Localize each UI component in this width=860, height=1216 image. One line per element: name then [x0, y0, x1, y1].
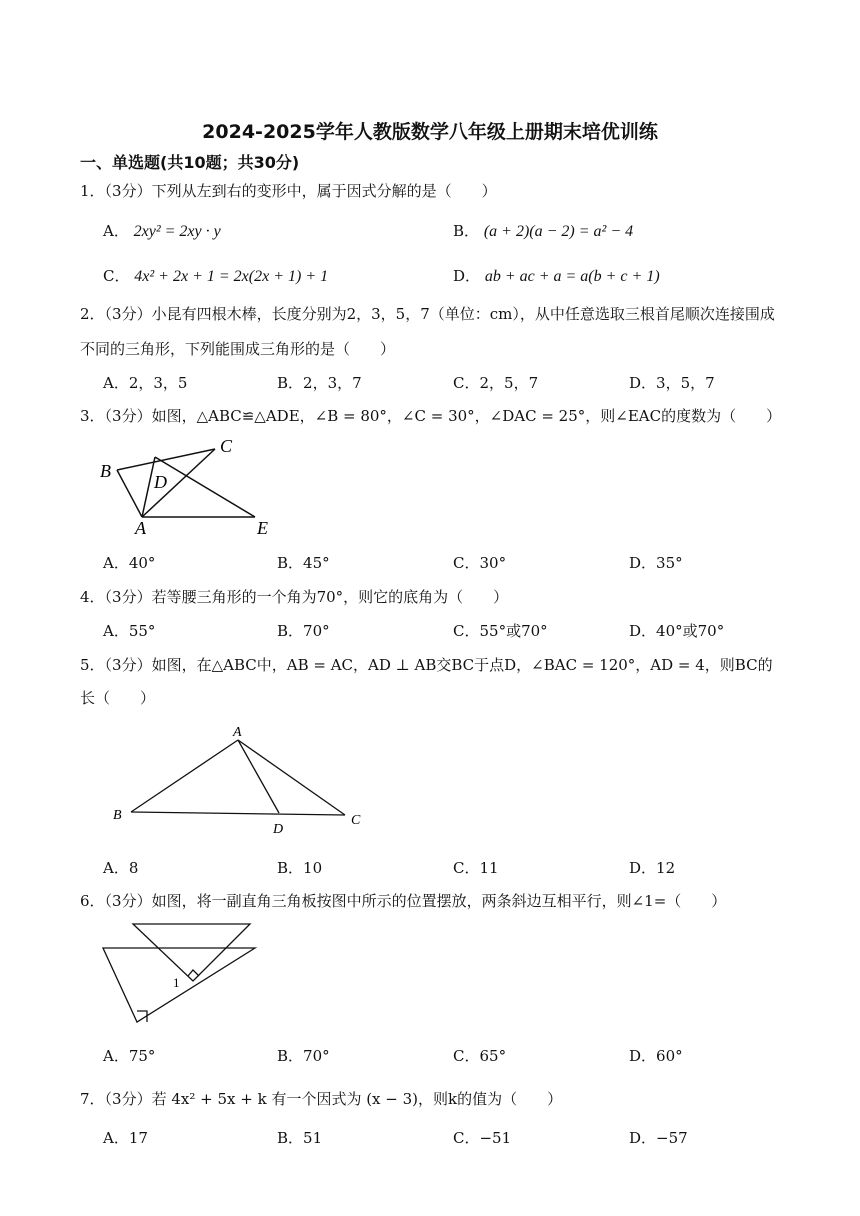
option-text: 2，5，7: [479, 374, 539, 392]
q4-option-a: [103, 620, 155, 641]
q2-option-c: [453, 372, 538, 393]
option-text: 12: [656, 859, 676, 877]
q1-option-b: [453, 220, 633, 241]
segment-ad: [238, 740, 279, 813]
option-text: ab + ac + a = a(b + c + 1): [484, 268, 660, 285]
label-e: E: [257, 518, 268, 538]
page-title: 2024-2025学年人教版数学八年级上册期末培优训练: [202, 121, 658, 143]
q3-option-b: [277, 552, 330, 573]
section-heading: 一、单选题(共10题；共30分): [80, 153, 300, 172]
label-a: A: [233, 725, 242, 740]
option-label: A．: [103, 1129, 129, 1147]
option-text: 70°: [303, 1047, 330, 1065]
option-text: 51: [303, 1129, 323, 1147]
option-label: A．: [103, 859, 129, 877]
q7-option-c: [453, 1127, 511, 1148]
option-label: C．: [453, 622, 480, 640]
option-text: 55°: [128, 622, 156, 640]
segment-ab: [131, 740, 238, 812]
option-text: 70°: [303, 622, 330, 640]
q7-option-a: [103, 1127, 148, 1148]
question-2-stem-line2: 不同的三角形，下列能围成三角形的是（ ）: [80, 340, 396, 358]
option-text: 45°: [303, 554, 330, 572]
option-text: 2，3，5: [128, 374, 188, 392]
q6-figure: [95, 915, 265, 1035]
option-label: D．: [629, 1047, 657, 1065]
option-text: 17: [128, 1129, 148, 1147]
option-text: (a + 2)(a − 2) = a² − 4: [483, 223, 634, 240]
option-text: 11: [479, 859, 499, 877]
right-angle-mark-upper: [188, 970, 199, 976]
label-d: D: [273, 822, 284, 837]
option-label: B．: [277, 554, 304, 572]
q6-option-a: [103, 1045, 155, 1066]
option-label: A．: [103, 374, 129, 392]
option-label: C．: [453, 859, 480, 877]
q6-option-d: [629, 1045, 683, 1066]
q4-option-d: [629, 620, 724, 641]
q2-option-b: [277, 372, 362, 393]
q2-option-d: [629, 372, 715, 393]
q1-option-a: [103, 220, 221, 241]
q2-option-a: [103, 372, 187, 393]
option-text: 8: [128, 859, 139, 877]
q6-option-c: [453, 1045, 506, 1066]
question-2-stem-line1: 2．（3分）小昆有四根木棒，长度分别为2，3，5，7（单位：cm），从中任意选取三根首尾顺次连接围成: [80, 305, 775, 323]
label-b: B: [113, 808, 122, 823]
option-label: B．: [277, 1047, 304, 1065]
question-5-stem-line2: 长（ ）: [80, 689, 156, 707]
question-3-stem: 3．（3分）如图，△ABC≌△ADE，∠B = 80°，∠C = 30°，∠DAC = 25°，则∠EAC的度数为（ ）: [80, 407, 782, 425]
option-text: 30°: [479, 554, 507, 572]
option-label: C．: [103, 267, 130, 285]
option-label: C．: [453, 374, 480, 392]
angle-1-label: 1: [173, 975, 180, 990]
label-c: C: [220, 436, 233, 456]
q1-option-d: [453, 265, 660, 286]
q5-option-a: [103, 857, 138, 878]
label-b: B: [100, 461, 111, 481]
option-label: C．: [453, 1047, 480, 1065]
option-label: A．: [103, 1047, 129, 1065]
option-text: 40°或70°: [656, 622, 725, 640]
option-text: 75°: [128, 1047, 156, 1065]
option-text: 10: [303, 859, 323, 877]
segment-ba: [117, 470, 142, 517]
option-label: B．: [277, 622, 304, 640]
q6-option-b: [277, 1045, 330, 1066]
q4-option-c: [453, 620, 548, 641]
q5-figure: [105, 720, 375, 840]
option-text: −57: [656, 1129, 688, 1147]
question-6-stem: 6．（3分）如图，将一副直角三角板按图中所示的位置摆放，两条斜边互相平行，则∠1=（ ）: [80, 892, 727, 910]
option-label: B．: [277, 1129, 304, 1147]
segment-ac: [238, 740, 345, 815]
q3-option-d: [629, 552, 683, 573]
option-text: 55°或70°: [479, 622, 548, 640]
q4-option-b: [277, 620, 330, 641]
q5-option-d: [629, 857, 675, 878]
segment-de: [155, 457, 255, 517]
q1-option-c: [103, 265, 328, 286]
option-label: A．: [103, 554, 129, 572]
option-label: D．: [629, 374, 657, 392]
option-label: B．: [453, 222, 480, 240]
option-label: D．: [629, 622, 657, 640]
option-label: C．: [453, 554, 480, 572]
option-text: 3，5，7: [656, 374, 715, 392]
option-label: A．: [103, 622, 129, 640]
option-text: 2xy² = 2xy · y: [133, 223, 221, 240]
segment-bc: [131, 812, 345, 815]
q5-option-b: [277, 857, 322, 878]
option-text: 65°: [479, 1047, 507, 1065]
question-7-stem: 7．（3分）若 4x² + 5x + k 有一个因式为 (x − 3)，则k的值为（ ）: [80, 1090, 563, 1108]
q5-option-c: [453, 857, 499, 878]
question-4-stem: 4．（3分）若等腰三角形的一个角为70°，则它的底角为（ ）: [80, 588, 509, 606]
option-text: 2，3，7: [303, 374, 362, 392]
option-label: C．: [453, 1129, 480, 1147]
q3-option-c: [453, 552, 506, 573]
option-label: B．: [277, 859, 304, 877]
option-text: 60°: [656, 1047, 683, 1065]
q7-option-d: [629, 1127, 688, 1148]
option-label: A．: [103, 222, 129, 240]
option-text: 35°: [656, 554, 683, 572]
question-1-stem: 1．（3分）下列从左到右的变形中，属于因式分解的是（ ）: [80, 182, 497, 200]
label-c: C: [351, 813, 361, 828]
option-label: D．: [629, 554, 657, 572]
segment-bc: [117, 449, 215, 470]
q7-option-b: [277, 1127, 322, 1148]
label-a: A: [135, 518, 146, 538]
q3-figure: [95, 430, 285, 540]
option-text: −51: [479, 1129, 512, 1147]
segment-ac: [142, 449, 215, 517]
question-5-stem-line1: 5．（3分）如图，在△ABC中，AB = AC，AD ⊥ AB交BC于点D，∠BAC = 120°，AD = 4，则BC的: [80, 656, 773, 674]
option-label: D．: [629, 1129, 657, 1147]
option-label: D．: [453, 267, 481, 285]
option-text: 40°: [128, 554, 156, 572]
label-d: D: [154, 472, 167, 492]
option-label: D．: [629, 859, 657, 877]
option-label: B．: [277, 374, 304, 392]
q3-option-a: [103, 552, 155, 573]
option-text: 4x² + 2x + 1 = 2x(2x + 1) + 1: [134, 268, 329, 285]
